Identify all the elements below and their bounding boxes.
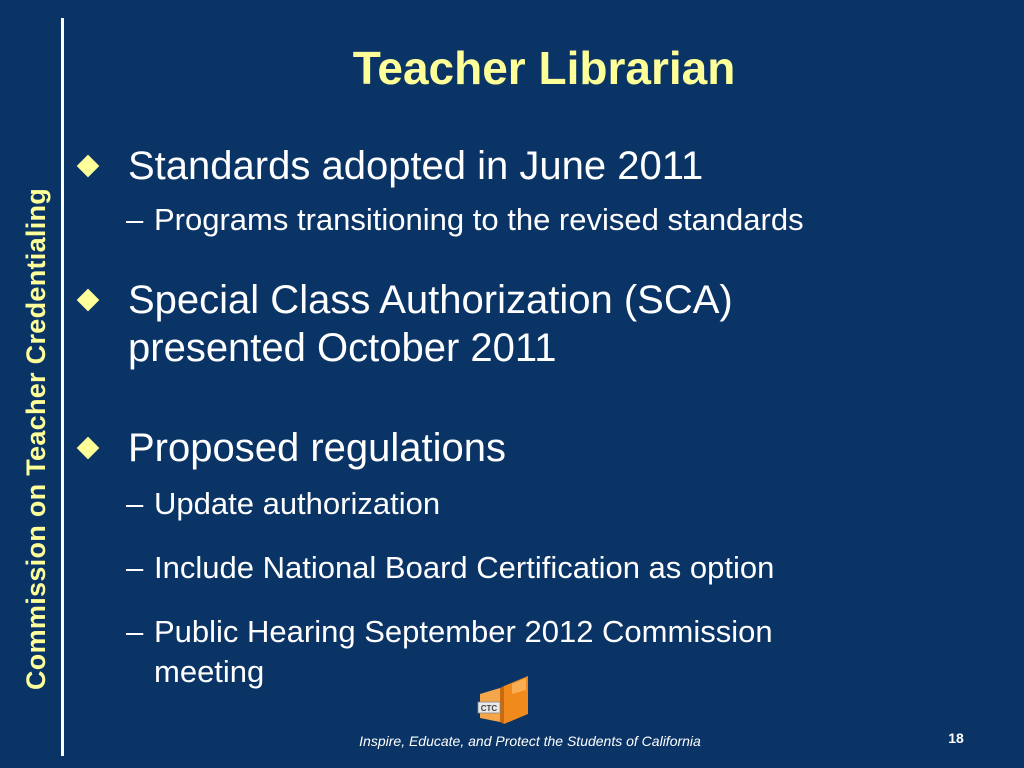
diamond-bullet-icon — [77, 437, 100, 460]
bullet-1 — [80, 142, 980, 190]
sub-bullet-3-2 — [126, 549, 1006, 587]
ctc-logo — [474, 672, 532, 726]
bullet-2-text: Special Class Authorization (SCA) — [128, 278, 733, 322]
sub-bullet-1-1-text: Programs transitioning to the revised standards — [154, 202, 804, 237]
book-logo-icon — [474, 672, 532, 726]
dash-marker: – — [126, 614, 144, 649]
diamond-bullet-icon — [77, 289, 100, 312]
side-label: Commission on Teacher Credentialing — [21, 187, 51, 690]
logo-text: CTC — [480, 704, 498, 713]
bullet-3-text: Proposed regulations — [128, 426, 507, 470]
vertical-divider — [61, 18, 64, 756]
sub-bullet-1-1 — [126, 201, 1006, 239]
bullet-2 — [80, 276, 980, 372]
slide-title: Teacher Librarian — [352, 42, 736, 94]
diamond-bullet-icon — [77, 155, 100, 178]
sub-bullet-3-3-text-line2: meeting — [154, 654, 265, 689]
dash-marker: – — [126, 202, 144, 237]
footer-tagline: Inspire, Educate, and Protect the Students of California — [359, 733, 701, 749]
sub-bullet-3-2-text: Include National Board Certification as option — [154, 550, 775, 585]
bullet-3 — [80, 424, 980, 472]
page-number: 18 — [948, 730, 964, 746]
bullet-2-text-line2: presented October 2011 — [128, 326, 557, 370]
dash-marker: – — [126, 550, 144, 585]
bullet-1-text: Standards adopted in June 2011 — [128, 144, 704, 188]
sub-bullet-3-3 — [126, 613, 1006, 693]
sub-bullet-3-1-text: Update authorization — [154, 486, 441, 521]
sub-bullet-3-3-text: Public Hearing September 2012 Commission — [154, 614, 773, 649]
sub-bullet-3-1 — [126, 485, 1006, 523]
dash-marker: – — [126, 486, 144, 521]
